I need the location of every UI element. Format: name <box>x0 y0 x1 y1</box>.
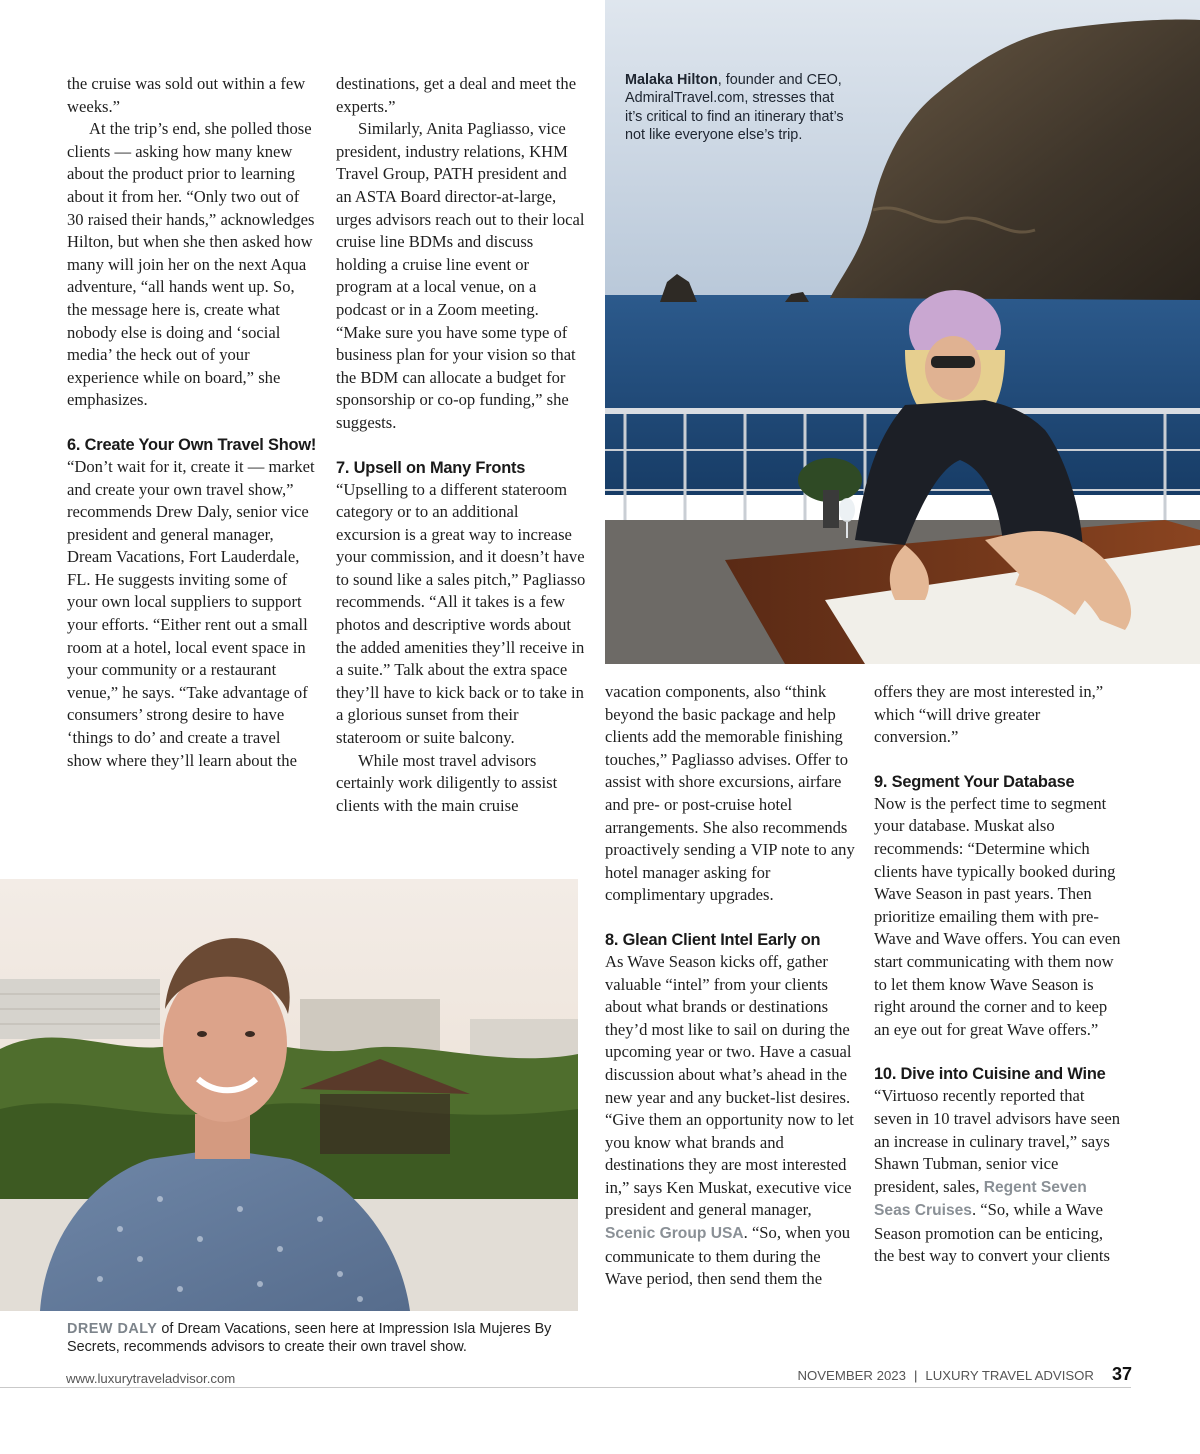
section-heading-7: 7. Upsell on Many Fronts <box>336 458 526 477</box>
caption-text: , founder and CEO, AdmiralTravel.com, stresses that it’s critical to find an itinerary that’s not like everyone else’s trip. <box>625 72 844 143</box>
paragraph-text: . “So, when you communicate to them during the Wave period, then send them the <box>605 1223 851 1289</box>
paragraph: destinations, get a deal and meet the experts.” <box>336 74 577 116</box>
paragraph: Now is the perfect time to segment your database. Muskat also recommends: “Determine which clients have typically booked during Wave Season in past years. Then prioritize emailing them with pre-Wave and Wave offers. You can even start communicating with them now to let them know Wave Season is right around the corner and to keep an eye out for great Wave offers.” <box>874 793 1121 1039</box>
paragraph: vacation components, also “think beyond the basic package and help clients add the memorable finishing touches,” Pagliasso advises. Offer to assist with shore excursions, airfare and pre- or post-cruise hotel arrangements. She also recommends proactively sending a VIP note to any hotel manager asking for complimentary upgrades. <box>605 682 855 905</box>
paragraph-text: As Wave Season kicks off, gather valuable “intel” from your clients about what brands or destinations they’d most like to sail on during the upcoming year or two. Have a casual discussion about what’s ahead in the new year and any bucket-list desires. “Give them an opportunity now to let you know what brands and destinations they are most interested in,” says Ken Muskat, executive vice president and general manager, <box>605 951 854 1220</box>
caption-name: Malaka Hilton <box>625 72 718 88</box>
footer-url[interactable]: www.luxurytraveladvisor.com <box>66 1371 236 1386</box>
paragraph: While most travel advisors certainly work diligently to assist clients with the main cruise <box>336 750 558 815</box>
article-column-2 <box>336 73 586 817</box>
caption-text: of Dream Vacations, seen here at Impression Isla Mujeres By Secrets, recommends advisors to create their own travel show. <box>67 1321 552 1356</box>
paragraph-text: . “So, while a Wave Season promotion can be enticing, the best way to convert your clients <box>874 1200 1110 1266</box>
paragraph-text: “Virtuoso recently reported that seven in 10 travel advisors have seen an increase in culinary travel,” says Shawn Tubman, senior vice president, sales, <box>874 1086 1121 1196</box>
paragraph: “Don’t wait for it, create it — market and create your own travel show,” recommends Drew Daly, senior vice president and general manager, Dream Vacations, Fort Lauderdale, FL. He suggests inviting some of your own local suppliers to support your efforts. “Either rent out a small room at a hotel, local event space in your community or a restaurant venue,” he says. “Take advantage of consumers’ strong desire to have ‘things to do’ and create a travel show where they’ll learn about the <box>67 456 315 770</box>
footer-issue <box>797 1364 1132 1384</box>
caption-name: DREW DALY <box>67 1321 158 1337</box>
paragraph: offers they are most interested in,” which “will drive greater conversion.” <box>874 682 1104 747</box>
paragraph <box>605 951 855 1291</box>
article-column-1 <box>67 73 317 772</box>
article-column-4 <box>874 681 1124 1268</box>
drew-photo-caption <box>67 1320 577 1357</box>
section-heading-9: 9. Segment Your Database <box>874 772 1075 791</box>
paragraph: At the trip’s end, she polled those clients — asking how many knew about the product prior to learning about it from her. “Only two out of 30 raised their hands,” acknowledges Hilton, but when she then asked how many will join her on the next Aqua adventure, “all hands went up. So, the message here is, create what nobody else is doing and ‘social media’ the heck out of your experience while on board,” she emphasizes. <box>67 119 315 410</box>
paragraph: Similarly, Anita Pagliasso, vice president, industry relations, KHM Travel Group, PATH president and an ASTA Board director-at-large, urges advisors reach out to their local cruise line BDMs and discuss holding a cruise line event or program at a local venue, on a podcast or in a Zoom meeting. “Make sure you have some type of business plan for your vision so that the BDM can allocate a budget for sponsorship or co-op funding,” she suggests. <box>336 119 585 432</box>
paragraph <box>874 1085 1124 1268</box>
issue-date: NOVEMBER 2023 <box>797 1368 906 1383</box>
paragraph: “Upselling to a different stateroom category or to an additional excursion is a great way to increase your commission, and it doesn’t have to sound like a sales pitch,” Pagliasso recommends. “All it takes is a few photos and descriptive words about the added amenities they’ll receive in a suite.” Talk about the extra space they’ll have to kick back or to take in a glorious sunset from their stateroom or suite balcony. <box>336 479 586 748</box>
paragraph: the cruise was sold out within a few weeks.” <box>67 74 306 116</box>
footer-separator: | <box>913 1368 918 1383</box>
malaka-photo-caption <box>625 71 855 144</box>
section-heading-10: 10. Dive into Cuisine and Wine <box>874 1065 1106 1084</box>
page-number: 37 <box>1111 1364 1132 1384</box>
footer-divider <box>0 1387 1131 1388</box>
article-column-3 <box>605 681 855 1291</box>
scenic-group-link[interactable]: Scenic Group USA <box>605 1225 744 1243</box>
section-heading-6: 6. Create Your Own Travel Show! <box>67 435 317 454</box>
regent-seven-seas-link[interactable]: Regent Seven Seas Cruises <box>874 1178 1087 1220</box>
drew-daly-photo <box>0 879 578 1311</box>
section-heading-8: 8. Glean Client Intel Early on <box>605 930 821 949</box>
magazine-name: LUXURY TRAVEL ADVISOR <box>925 1368 1094 1383</box>
